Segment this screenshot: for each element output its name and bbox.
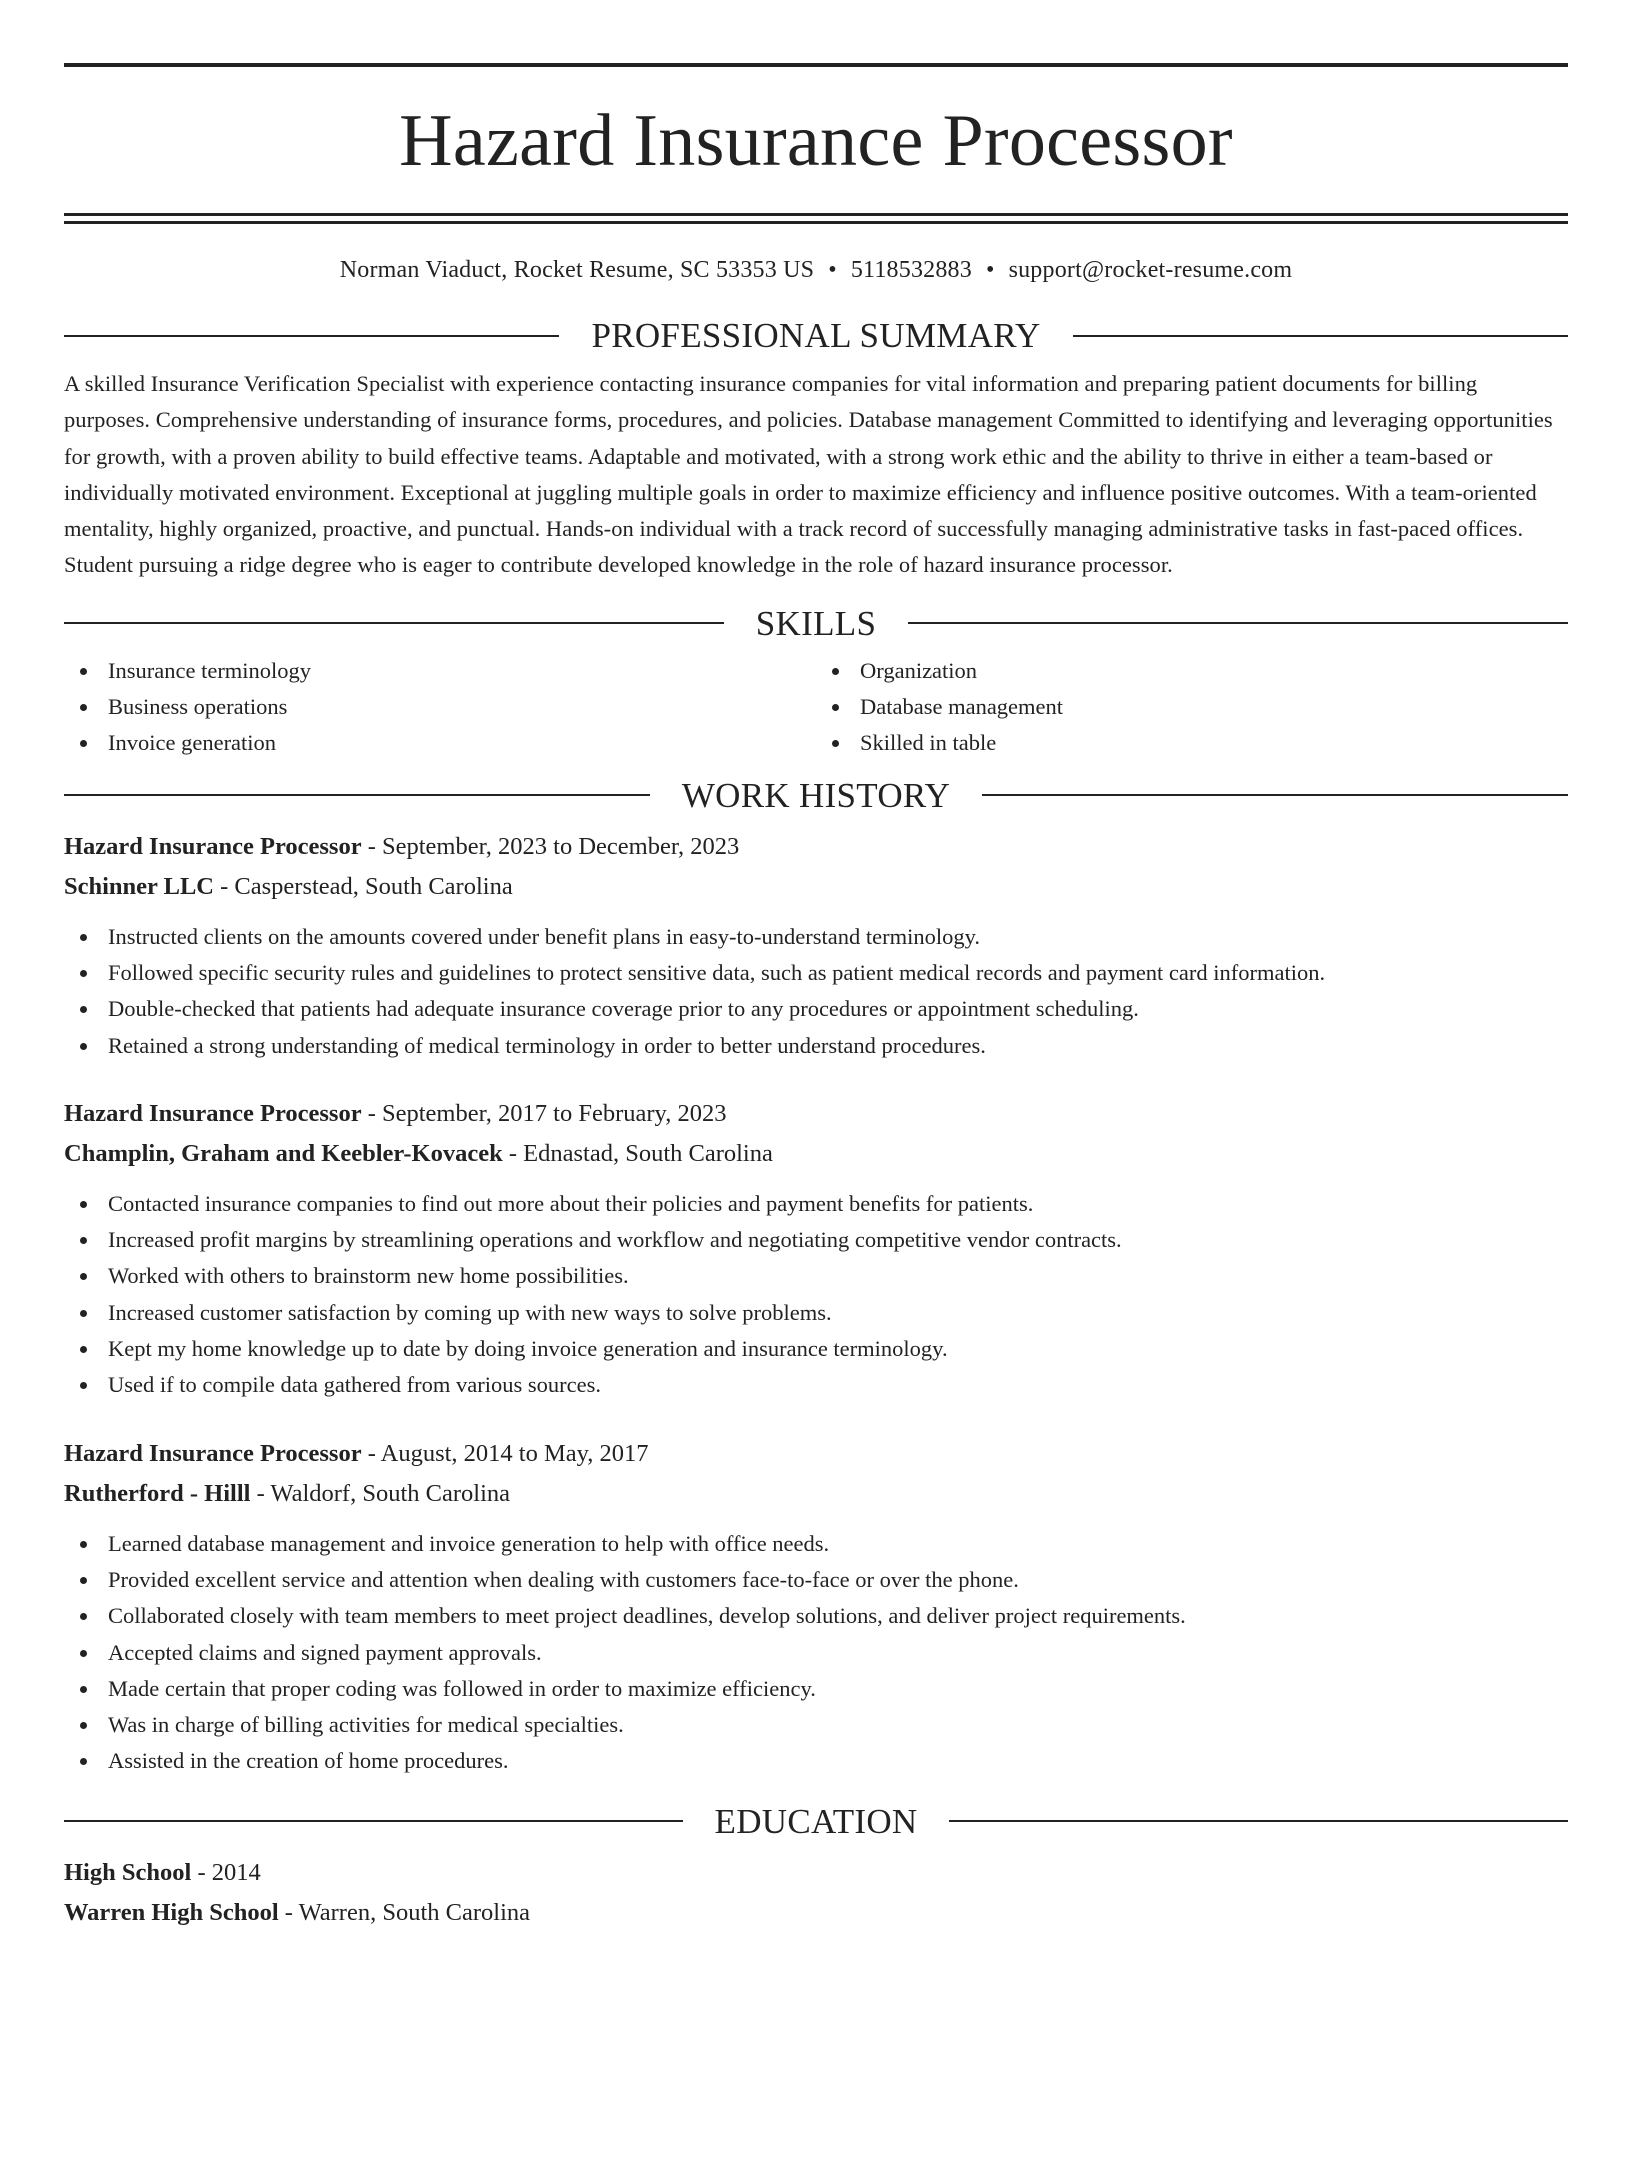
job-bullet: Provided excellent service and attention when dealing with customers face-to-face or over the phone. — [64, 1562, 1568, 1598]
job-bullet: Collaborated closely with team members to meet project deadlines, develop solutions, and deliver project requirements. — [64, 1598, 1568, 1634]
contact-address: Norman Viaduct, Rocket Resume, SC 53353 US — [339, 257, 815, 283]
heading-rule — [64, 1820, 683, 1822]
job-title: Hazard Insurance Processor — [64, 1099, 362, 1127]
skills-list — [64, 653, 1568, 762]
skill-item: Organization — [816, 653, 1568, 689]
work-heading-row — [64, 775, 1568, 815]
skill-item: Skilled in table — [816, 725, 1568, 761]
summary-heading: PROFESSIONAL SUMMARY — [591, 316, 1041, 355]
job-bullets — [64, 1526, 1568, 1780]
job-bullet: Accepted claims and signed payment approvals. — [64, 1635, 1568, 1671]
job-entry — [64, 827, 1568, 1064]
heading-rule — [64, 622, 724, 624]
resume-page — [0, 63, 1632, 2175]
heading-rule — [64, 794, 650, 796]
job-bullet: Was in charge of billing activities for medical specialties. — [64, 1707, 1568, 1743]
job-bullet: Increased profit margins by streamlining operations and workflow and negotiating competitive vendor contracts. — [64, 1222, 1568, 1258]
education-entry — [64, 1853, 1568, 1933]
job-title-line — [64, 1094, 1568, 1134]
top-rule — [64, 63, 1568, 67]
job-location: - Ednastad, South Carolina — [502, 1139, 773, 1167]
skills-heading: SKILLS — [755, 603, 877, 643]
job-bullet: Kept my home knowledge up to date by doing invoice generation and insurance terminology. — [64, 1331, 1568, 1367]
job-company: Rutherford - Hilll — [64, 1479, 251, 1507]
job-company: Champlin, Graham and Keebler-Kovacek — [64, 1139, 503, 1167]
job-bullets — [64, 1186, 1568, 1404]
work-heading: WORK HISTORY — [681, 775, 951, 815]
resume-title: Hazard Insurance Processor — [399, 100, 1233, 182]
contact-phone: 5118532883 — [850, 257, 972, 283]
heading-rule — [64, 335, 559, 337]
job-bullet: Made certain that proper coding was followed in order to maximize efficiency. — [64, 1671, 1568, 1707]
job-entry — [64, 1094, 1568, 1404]
education-school: Warren High School — [64, 1898, 279, 1926]
skill-item: Insurance terminology — [64, 653, 816, 689]
job-bullet: Learned database management and invoice generation to help with office needs. — [64, 1526, 1568, 1562]
job-location: - Casperstead, South Carolina — [214, 872, 513, 900]
education-heading: EDUCATION — [714, 1801, 918, 1841]
heading-rule — [908, 622, 1568, 624]
education-degree-line — [64, 1853, 1568, 1893]
contact-line — [64, 258, 1568, 282]
job-company-line — [64, 1474, 1568, 1514]
job-bullet: Assisted in the creation of home procedures. — [64, 1743, 1568, 1779]
job-dates: - August, 2014 to May, 2017 — [361, 1439, 649, 1467]
education-year: - 2014 — [191, 1858, 261, 1886]
education-school-line — [64, 1893, 1568, 1933]
heading-rule — [949, 1820, 1568, 1822]
job-title: Hazard Insurance Processor — [64, 832, 362, 860]
skills-column-left — [64, 653, 816, 762]
skills-column-right — [816, 653, 1568, 762]
contact-separator: • — [828, 257, 837, 283]
job-bullet: Worked with others to brainstorm new home possibilities. — [64, 1258, 1568, 1294]
skill-item: Invoice generation — [64, 725, 816, 761]
job-company-line — [64, 867, 1568, 907]
job-entry — [64, 1434, 1568, 1780]
contact-email: support@rocket-resume.com — [1008, 257, 1293, 283]
job-bullet: Retained a strong understanding of medical terminology in order to better understand procedures. — [64, 1028, 1568, 1064]
heading-rule — [1073, 335, 1568, 337]
education-degree: High School — [64, 1858, 192, 1886]
skill-item: Database management — [816, 689, 1568, 725]
job-title-line — [64, 1434, 1568, 1474]
summary-text: A skilled Insurance Verification Specialist with experience contacting insurance companies for vital information and preparing patient documents for billing purposes. Comprehensive understanding of insurance forms, procedures, and policies. Database management Committed to identifying and leveraging opportunities for growth, with a proven ability to build effective teams. Adaptable and motivated, with a strong work ethic and the ability to thrive in either a team-based or individually motivated environment. Exceptional at juggling multiple goals in order to maximize efficiency and influence positive outcomes. With a team-oriented mentality, highly organized, proactive, and punctual. Hands-on individual with a track record of successfully managing administrative tasks in fast-paced offices. Student pursuing a ridge degree who is eager to contribute developed knowledge in the role of hazard insurance processor. — [64, 371, 1553, 578]
job-bullet: Instructed clients on the amounts covered under benefit plans in easy-to-understand terminology. — [64, 919, 1568, 955]
job-dates: - September, 2017 to February, 2023 — [361, 1099, 727, 1127]
job-title-line — [64, 827, 1568, 867]
job-bullet: Contacted insurance companies to find out more about their policies and payment benefits for patients. — [64, 1186, 1568, 1222]
job-company-line — [64, 1134, 1568, 1174]
job-bullet: Increased customer satisfaction by coming up with new ways to solve problems. — [64, 1295, 1568, 1331]
contact-separator: • — [985, 257, 995, 283]
skill-item: Business operations — [64, 689, 816, 725]
heading-rule — [982, 794, 1568, 796]
education-heading-row — [64, 1801, 1568, 1841]
skills-heading-row — [64, 603, 1568, 643]
job-bullets — [64, 919, 1568, 1064]
title-double-rule — [64, 213, 1568, 224]
job-bullet: Double-checked that patients had adequate insurance coverage prior to any procedures or appointment scheduling. — [64, 991, 1568, 1027]
job-title: Hazard Insurance Processor — [64, 1439, 362, 1467]
job-company: Schinner LLC — [64, 872, 214, 900]
summary-heading-row — [64, 318, 1568, 353]
job-dates: - September, 2023 to December, 2023 — [361, 832, 740, 860]
job-location: - Waldorf, South Carolina — [250, 1479, 511, 1507]
job-bullet: Used if to compile data gathered from various sources. — [64, 1367, 1568, 1403]
job-bullet: Followed specific security rules and guidelines to protect sensitive data, such as patient medical records and payment card information. — [64, 955, 1568, 991]
education-location: - Warren, South Carolina — [278, 1898, 531, 1926]
